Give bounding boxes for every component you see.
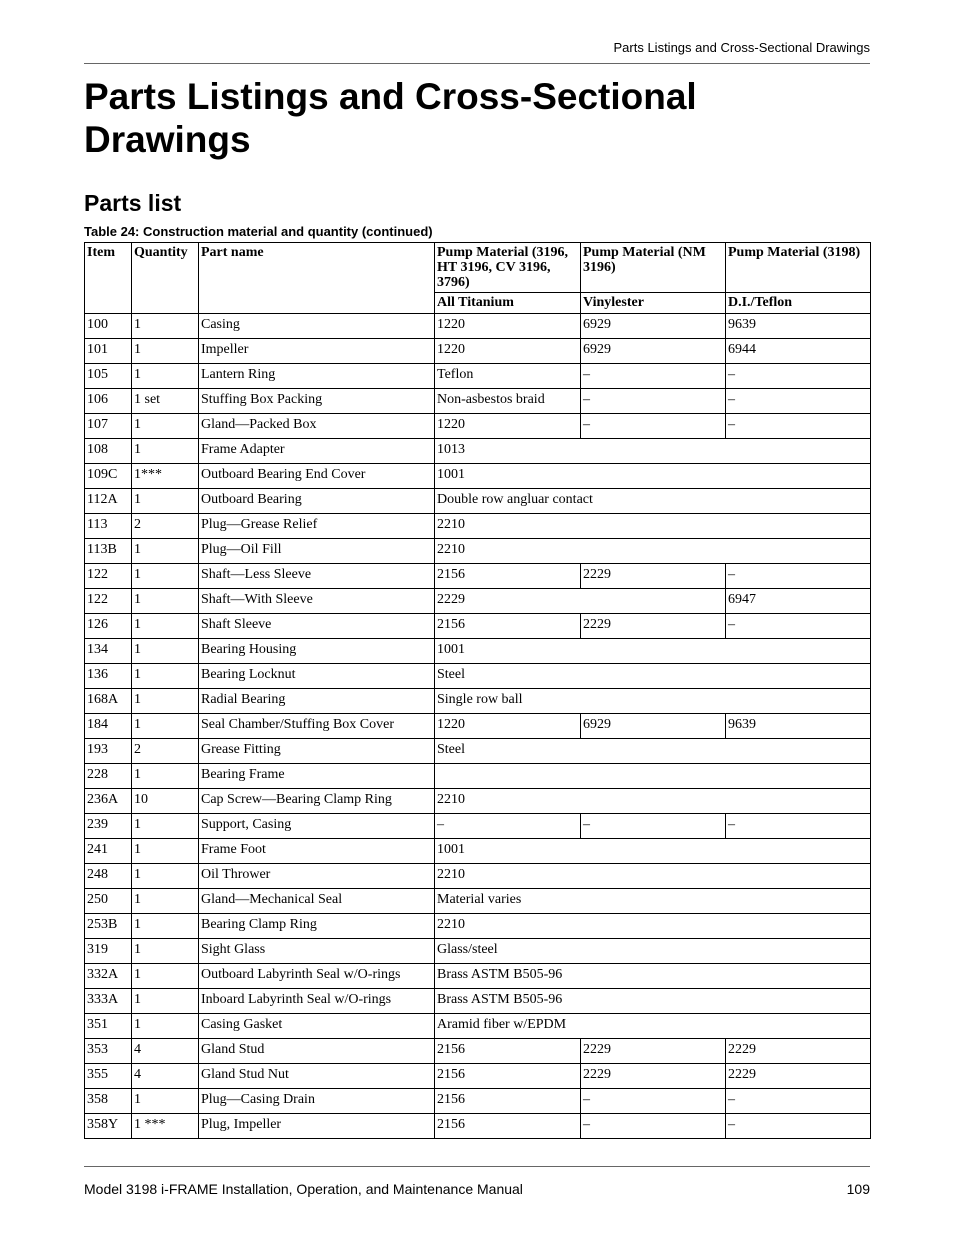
item-cell: 236A bbox=[85, 789, 132, 814]
quantity-cell: 1 bbox=[132, 664, 199, 689]
material-cell: 2156 bbox=[435, 1089, 581, 1114]
material-cell: 9639 bbox=[726, 314, 871, 339]
part-name-cell: Casing Gasket bbox=[199, 1014, 435, 1039]
table-row bbox=[85, 864, 871, 889]
material-cell: Non-asbestos braid bbox=[435, 389, 581, 414]
material-cell: 6929 bbox=[581, 714, 726, 739]
item-cell: 122 bbox=[85, 589, 132, 614]
item-cell: 126 bbox=[85, 614, 132, 639]
material-cell: – bbox=[726, 364, 871, 389]
material-cell: 2210 bbox=[435, 864, 871, 889]
item-cell: 239 bbox=[85, 814, 132, 839]
item-cell: 250 bbox=[85, 889, 132, 914]
material-cell: 2156 bbox=[435, 564, 581, 589]
table-row bbox=[85, 339, 871, 364]
item-cell: 184 bbox=[85, 714, 132, 739]
running-header: Parts Listings and Cross-Sectional Drawings bbox=[613, 40, 870, 55]
material-cell: 1220 bbox=[435, 339, 581, 364]
header-part-name: Part name bbox=[199, 243, 435, 314]
material-cell: 2229 bbox=[435, 589, 726, 614]
quantity-cell: 1 bbox=[132, 414, 199, 439]
material-cell: 2229 bbox=[581, 1039, 726, 1064]
table-row bbox=[85, 514, 871, 539]
quantity-cell: 2 bbox=[132, 514, 199, 539]
material-cell: 2229 bbox=[581, 1064, 726, 1089]
quantity-cell: 1 bbox=[132, 889, 199, 914]
table-row bbox=[85, 939, 871, 964]
table-row bbox=[85, 689, 871, 714]
footer-page-number: 109 bbox=[846, 1181, 870, 1197]
item-cell: 101 bbox=[85, 339, 132, 364]
material-cell: Double row angluar contact bbox=[435, 489, 871, 514]
part-name-cell: Bearing Frame bbox=[199, 764, 435, 789]
table-row bbox=[85, 364, 871, 389]
part-name-cell: Bearing Locknut bbox=[199, 664, 435, 689]
item-cell: 248 bbox=[85, 864, 132, 889]
table-row bbox=[85, 639, 871, 664]
quantity-cell: 1*** bbox=[132, 464, 199, 489]
material-cell: 1220 bbox=[435, 714, 581, 739]
table-row bbox=[85, 839, 871, 864]
material-cell: – bbox=[581, 1089, 726, 1114]
part-name-cell: Cap Screw—Bearing Clamp Ring bbox=[199, 789, 435, 814]
material-cell: 2229 bbox=[726, 1039, 871, 1064]
part-name-cell: Casing bbox=[199, 314, 435, 339]
quantity-cell: 1 bbox=[132, 364, 199, 389]
material-cell: 2210 bbox=[435, 539, 871, 564]
table-row bbox=[85, 764, 871, 789]
material-cell: 1001 bbox=[435, 464, 871, 489]
part-name-cell: Sight Glass bbox=[199, 939, 435, 964]
quantity-cell: 1 bbox=[132, 439, 199, 464]
subheader-all-titanium: All Titanium bbox=[435, 293, 581, 314]
item-cell: 105 bbox=[85, 364, 132, 389]
material-cell: – bbox=[726, 814, 871, 839]
material-cell: 2210 bbox=[435, 789, 871, 814]
table-body bbox=[85, 314, 871, 1139]
item-cell: 193 bbox=[85, 739, 132, 764]
quantity-cell: 1 bbox=[132, 839, 199, 864]
part-name-cell: Stuffing Box Packing bbox=[199, 389, 435, 414]
table-row bbox=[85, 714, 871, 739]
quantity-cell: 1 bbox=[132, 539, 199, 564]
header-pump-material-3196: Pump Material (3196, HT 3196, CV 3196, 3796) bbox=[435, 243, 581, 293]
table-row bbox=[85, 489, 871, 514]
part-name-cell: Gland Stud Nut bbox=[199, 1064, 435, 1089]
quantity-cell: 1 bbox=[132, 964, 199, 989]
material-cell: 2156 bbox=[435, 1114, 581, 1139]
quantity-cell: 1 *** bbox=[132, 1114, 199, 1139]
quantity-cell: 1 bbox=[132, 1089, 199, 1114]
quantity-cell: 1 bbox=[132, 339, 199, 364]
header-item: Item bbox=[85, 243, 132, 314]
quantity-cell: 1 bbox=[132, 764, 199, 789]
material-cell: 1001 bbox=[435, 839, 871, 864]
part-name-cell: Plug—Casing Drain bbox=[199, 1089, 435, 1114]
material-cell: 2229 bbox=[581, 614, 726, 639]
quantity-cell: 4 bbox=[132, 1064, 199, 1089]
quantity-cell: 1 bbox=[132, 939, 199, 964]
table-row bbox=[85, 789, 871, 814]
material-cell: 2229 bbox=[726, 1064, 871, 1089]
material-cell: Teflon bbox=[435, 364, 581, 389]
material-cell: – bbox=[726, 564, 871, 589]
material-cell: – bbox=[726, 1114, 871, 1139]
table-row bbox=[85, 814, 871, 839]
part-name-cell: Frame Foot bbox=[199, 839, 435, 864]
quantity-cell: 1 bbox=[132, 614, 199, 639]
item-cell: 109C bbox=[85, 464, 132, 489]
quantity-cell: 1 bbox=[132, 689, 199, 714]
item-cell: 112A bbox=[85, 489, 132, 514]
part-name-cell: Plug—Oil Fill bbox=[199, 539, 435, 564]
material-cell: 6929 bbox=[581, 339, 726, 364]
table-row bbox=[85, 739, 871, 764]
material-cell: Material varies bbox=[435, 889, 871, 914]
material-cell: Brass ASTM B505-96 bbox=[435, 989, 871, 1014]
item-cell: 136 bbox=[85, 664, 132, 689]
header-pump-material-nm3196: Pump Material (NM 3196) bbox=[581, 243, 726, 293]
table-row bbox=[85, 989, 871, 1014]
material-cell: – bbox=[726, 414, 871, 439]
table-row bbox=[85, 664, 871, 689]
material-cell: 2156 bbox=[435, 614, 581, 639]
quantity-cell: 1 bbox=[132, 989, 199, 1014]
part-name-cell: Outboard Bearing End Cover bbox=[199, 464, 435, 489]
part-name-cell: Outboard Bearing bbox=[199, 489, 435, 514]
table-row bbox=[85, 389, 871, 414]
item-cell: 100 bbox=[85, 314, 132, 339]
item-cell: 106 bbox=[85, 389, 132, 414]
part-name-cell: Oil Thrower bbox=[199, 864, 435, 889]
material-cell: 6929 bbox=[581, 314, 726, 339]
material-cell: 2210 bbox=[435, 914, 871, 939]
material-cell: Glass/steel bbox=[435, 939, 871, 964]
table-row bbox=[85, 539, 871, 564]
material-cell: 1220 bbox=[435, 314, 581, 339]
material-cell: – bbox=[581, 1114, 726, 1139]
table-row bbox=[85, 1089, 871, 1114]
table-row bbox=[85, 1039, 871, 1064]
quantity-cell: 10 bbox=[132, 789, 199, 814]
part-name-cell: Grease Fitting bbox=[199, 739, 435, 764]
table-row bbox=[85, 564, 871, 589]
table-row bbox=[85, 889, 871, 914]
item-cell: 355 bbox=[85, 1064, 132, 1089]
part-name-cell: Shaft Sleeve bbox=[199, 614, 435, 639]
quantity-cell: 1 bbox=[132, 864, 199, 889]
item-cell: 228 bbox=[85, 764, 132, 789]
quantity-cell: 1 bbox=[132, 1014, 199, 1039]
material-cell: 9639 bbox=[726, 714, 871, 739]
quantity-cell: 1 bbox=[132, 714, 199, 739]
table-row bbox=[85, 589, 871, 614]
material-cell: – bbox=[726, 1089, 871, 1114]
part-name-cell: Support, Casing bbox=[199, 814, 435, 839]
part-name-cell: Inboard Labyrinth Seal w/O-rings bbox=[199, 989, 435, 1014]
quantity-cell: 1 bbox=[132, 914, 199, 939]
item-cell: 241 bbox=[85, 839, 132, 864]
item-cell: 113 bbox=[85, 514, 132, 539]
material-cell: 1013 bbox=[435, 439, 871, 464]
material-cell: 2229 bbox=[581, 564, 726, 589]
part-name-cell: Plug—Grease Relief bbox=[199, 514, 435, 539]
item-cell: 108 bbox=[85, 439, 132, 464]
quantity-cell: 1 bbox=[132, 589, 199, 614]
item-cell: 168A bbox=[85, 689, 132, 714]
material-cell: 2156 bbox=[435, 1064, 581, 1089]
table-row bbox=[85, 964, 871, 989]
table-row bbox=[85, 614, 871, 639]
footer-rule bbox=[84, 1166, 870, 1167]
quantity-cell: 1 bbox=[132, 814, 199, 839]
item-cell: 107 bbox=[85, 414, 132, 439]
table-row bbox=[85, 314, 871, 339]
item-cell: 353 bbox=[85, 1039, 132, 1064]
part-name-cell: Outboard Labyrinth Seal w/O-rings bbox=[199, 964, 435, 989]
item-cell: 122 bbox=[85, 564, 132, 589]
subheader-di-teflon: D.I./Teflon bbox=[726, 293, 871, 314]
page-title: Parts Listings and Cross-Sectional Drawings bbox=[84, 76, 697, 160]
material-cell: 1001 bbox=[435, 639, 871, 664]
quantity-cell: 1 bbox=[132, 639, 199, 664]
part-name-cell: Bearing Housing bbox=[199, 639, 435, 664]
part-name-cell: Shaft—Less Sleeve bbox=[199, 564, 435, 589]
part-name-cell: Bearing Clamp Ring bbox=[199, 914, 435, 939]
quantity-cell: 1 bbox=[132, 489, 199, 514]
section-title: Parts list bbox=[84, 190, 182, 216]
part-name-cell: Gland Stud bbox=[199, 1039, 435, 1064]
table-row bbox=[85, 1114, 871, 1139]
material-cell: – bbox=[581, 414, 726, 439]
material-cell: 1220 bbox=[435, 414, 581, 439]
part-name-cell: Gland—Mechanical Seal bbox=[199, 889, 435, 914]
material-cell: – bbox=[726, 614, 871, 639]
part-name-cell: Frame Adapter bbox=[199, 439, 435, 464]
material-cell: 2210 bbox=[435, 514, 871, 539]
item-cell: 332A bbox=[85, 964, 132, 989]
part-name-cell: Impeller bbox=[199, 339, 435, 364]
material-cell: – bbox=[435, 814, 581, 839]
material-cell: Single row ball bbox=[435, 689, 871, 714]
item-cell: 333A bbox=[85, 989, 132, 1014]
item-cell: 358 bbox=[85, 1089, 132, 1114]
header-quantity: Quantity bbox=[132, 243, 199, 314]
material-cell: Aramid fiber w/EPDM bbox=[435, 1014, 871, 1039]
subheader-vinylester: Vinylester bbox=[581, 293, 726, 314]
quantity-cell: 1 bbox=[132, 314, 199, 339]
material-cell bbox=[435, 764, 871, 789]
material-cell: – bbox=[581, 364, 726, 389]
footer-manual-title: Model 3198 i-FRAME Installation, Operation, and Maintenance Manual bbox=[84, 1181, 523, 1197]
part-name-cell: Seal Chamber/Stuffing Box Cover bbox=[199, 714, 435, 739]
material-cell: – bbox=[581, 814, 726, 839]
table-header-row bbox=[85, 243, 871, 293]
table-row bbox=[85, 914, 871, 939]
quantity-cell: 4 bbox=[132, 1039, 199, 1064]
material-cell: Steel bbox=[435, 664, 871, 689]
part-name-cell: Radial Bearing bbox=[199, 689, 435, 714]
table-caption: Table 24: Construction material and quantity (continued) bbox=[84, 224, 433, 239]
table-row bbox=[85, 1014, 871, 1039]
part-name-cell: Shaft—With Sleeve bbox=[199, 589, 435, 614]
quantity-cell: 1 bbox=[132, 564, 199, 589]
item-cell: 113B bbox=[85, 539, 132, 564]
quantity-cell: 1 set bbox=[132, 389, 199, 414]
part-name-cell: Lantern Ring bbox=[199, 364, 435, 389]
item-cell: 253B bbox=[85, 914, 132, 939]
part-name-cell: Gland—Packed Box bbox=[199, 414, 435, 439]
part-name-cell: Plug, Impeller bbox=[199, 1114, 435, 1139]
material-cell: Brass ASTM B505-96 bbox=[435, 964, 871, 989]
material-cell: 2156 bbox=[435, 1039, 581, 1064]
material-cell: 6944 bbox=[726, 339, 871, 364]
item-cell: 351 bbox=[85, 1014, 132, 1039]
header-rule bbox=[84, 63, 870, 64]
material-cell: 6947 bbox=[726, 589, 871, 614]
table-row bbox=[85, 439, 871, 464]
item-cell: 134 bbox=[85, 639, 132, 664]
item-cell: 358Y bbox=[85, 1114, 132, 1139]
material-cell: Steel bbox=[435, 739, 871, 764]
header-pump-material-3198: Pump Material (3198) bbox=[726, 243, 871, 293]
table-row bbox=[85, 1064, 871, 1089]
parts-table bbox=[84, 242, 871, 1139]
item-cell: 319 bbox=[85, 939, 132, 964]
table-row bbox=[85, 464, 871, 489]
quantity-cell: 2 bbox=[132, 739, 199, 764]
table-row bbox=[85, 414, 871, 439]
material-cell: – bbox=[581, 389, 726, 414]
material-cell: – bbox=[726, 389, 871, 414]
